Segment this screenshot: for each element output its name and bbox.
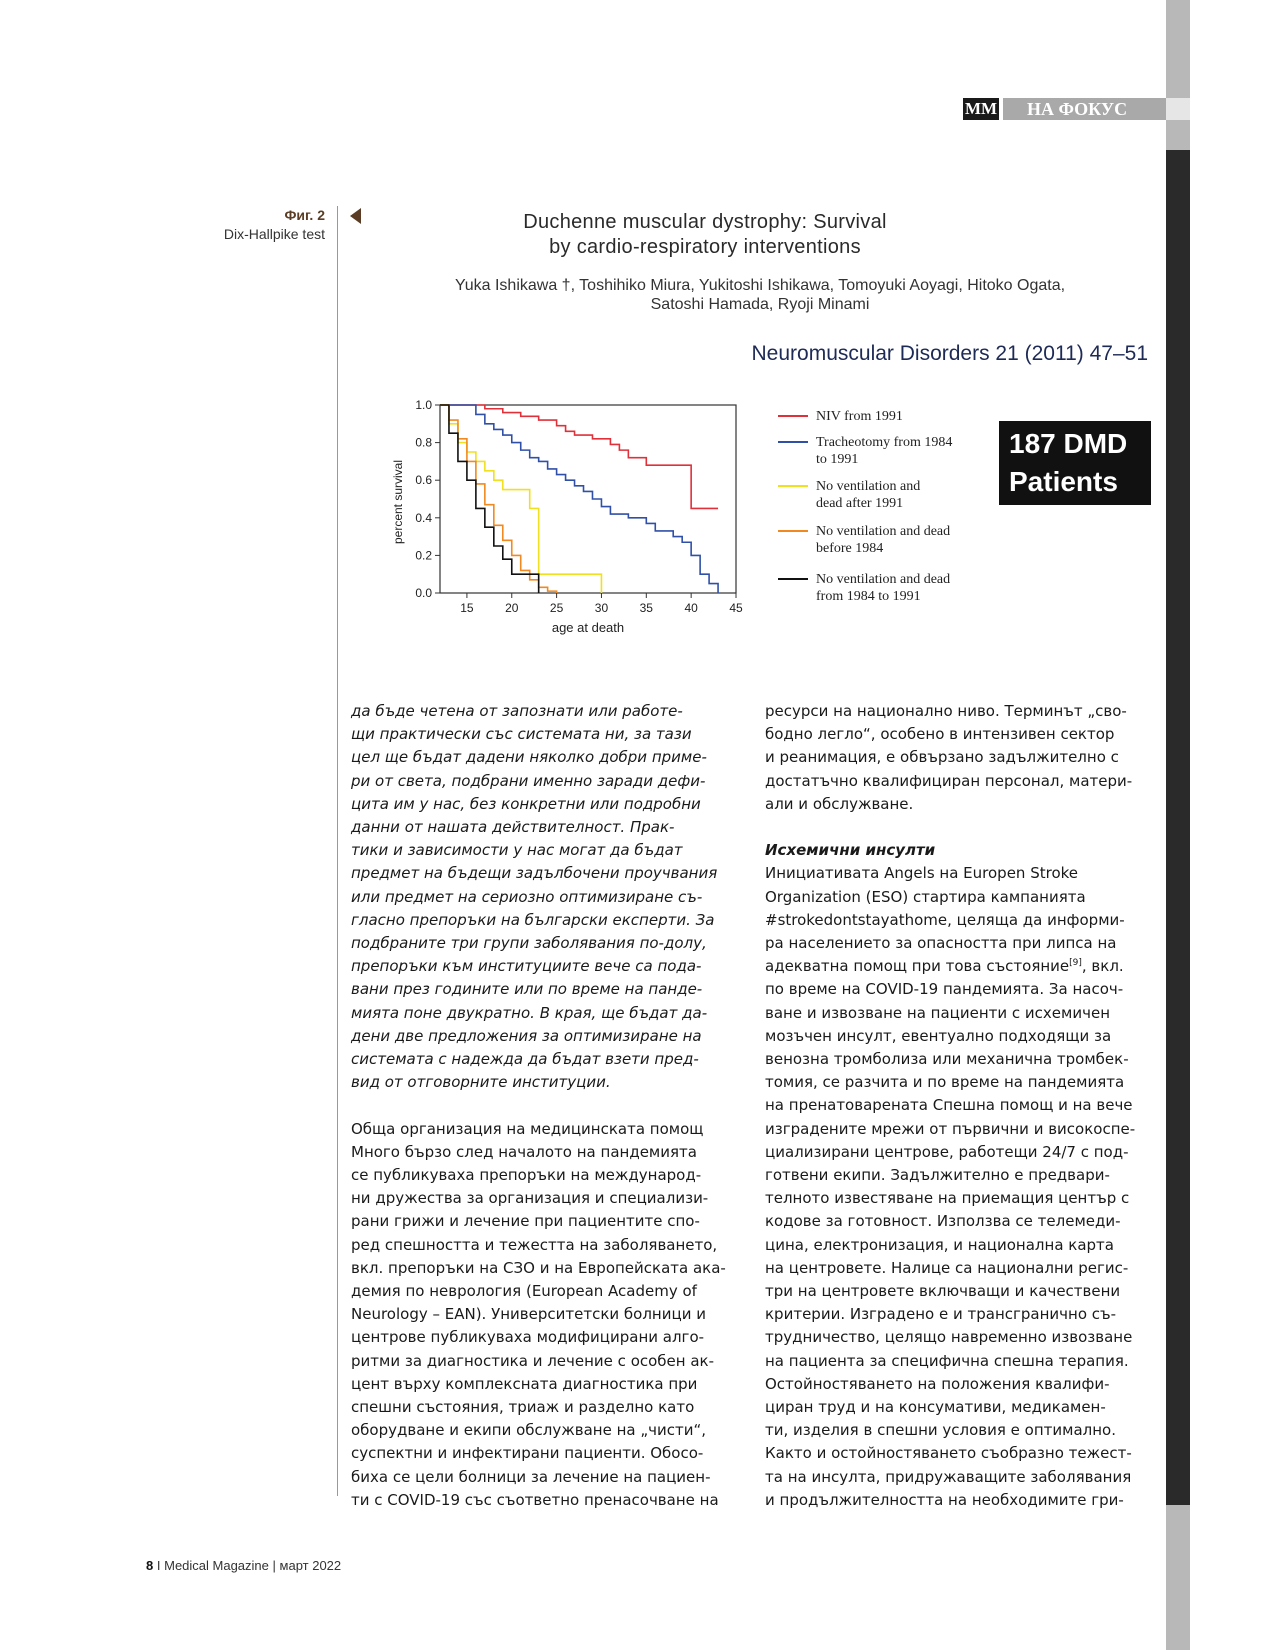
article-column-left — [351, 700, 741, 1512]
x-tick-label: 25 — [549, 601, 564, 615]
section-label: НА ФОКУС — [1003, 98, 1166, 120]
footer-separator: | — [272, 1558, 276, 1573]
figure-subtitle: Dix-Hallpike test — [223, 226, 325, 242]
y-tick-label: 0.2 — [415, 548, 432, 563]
legend-label-2 — [816, 435, 952, 467]
legend-label-line: NIV from 1991 — [816, 409, 903, 424]
legend-label-4 — [816, 524, 950, 556]
section-label-extension — [1166, 98, 1190, 120]
stroke-paragraph-part1: Инициативата Angels на Europen Stroke Organization (ESO) стартира кампанията #strokedontstayathome, целяща да информи- ра населението за опасността при липса на адекватна помощ при това състояние — [765, 864, 1125, 976]
legend-label-1 — [816, 409, 903, 424]
badge-line1: 187 DMD — [1009, 428, 1128, 459]
legend-label-line: before 1984 — [816, 541, 884, 556]
y-axis-label: percent survival — [391, 459, 405, 545]
legend-label-line: No ventilation and dead — [816, 524, 951, 539]
brand-logo: MM — [964, 99, 998, 118]
paper-authors-line2: Satoshi Hamada, Ryoji Minami — [650, 296, 870, 313]
stroke-paragraph-part2: , вкл. по време на COVID-19 пандемията. За насоч- ване и извозване на пациенти с исхемичен мозъчен инсулт, евентуално подходящи за венозна тромболиза или механична тромбек- томия, се разчита и по време на пандемията на пренатоварената Спешна помощ и на вече изградените мрежи от първични и високоспе- циализирани центрове, работещи 24/7 с под- готвени екипи. Задължително е предвари- телното известяване на приемащия център с кодове за готовност. Използва се телемеди- цина, електронизация, и национална карта на центровете. Налице са национални регис- три на центровете включващи и качествени критерии. Изградено е и трансгранично съ- трудничество, целящо навременно извозване на пациента за специфична спешна терапия. Остойностяването на положения квалифи- циран труд и на консумативи, медикамен- ти, изделия в спешни условия е оптимално. Както и остойностяването съобразно тежест- та на инсулта, придружаващите заболявания и продължителността на необходимите гри- — [765, 957, 1136, 1509]
legend-label-line: dead after 1991 — [816, 496, 904, 511]
x-tick-label: 15 — [460, 601, 474, 615]
paragraph-gap — [765, 816, 1165, 839]
reference-marker: [9] — [1069, 958, 1082, 969]
survival-line-2 — [440, 405, 718, 593]
legend-label-5 — [816, 572, 950, 604]
page-number: 8 — [146, 1558, 154, 1573]
intro-paragraph: да бъде четена от запознати или работе- щи практически със системата ни, за тази цел ще бъдат дадени няколко добри приме- ри от света, подбрани именно заради дефи- цита им у нас, без конкретни или подробни данни от нашата действителност. Прак- тики и зависимости у нас могат да бъдат предмет на бъдещи задълбочени проучвания или предмет на сериозно оптимизиране съ- гласно препоръки на български експерти. За подбраните три групи заболявания по-долу, препоръки към институциите вече са пода- вани през годините или по време на панде- мията поне двукратно. В края, ще бъдат да- дени две предложения за оптимизиране на системата с надежда да бъдат взети пред- вид от отговорните институции. — [351, 702, 718, 1092]
x-axis-ticks — [460, 593, 743, 615]
y-tick-label: 0.8 — [415, 435, 432, 450]
paper-title — [360, 210, 1050, 260]
y-tick-label: 0.4 — [415, 510, 432, 525]
side-rail-dark — [1166, 150, 1190, 1505]
x-tick-label: 45 — [729, 601, 743, 615]
survival-chart — [380, 390, 990, 650]
footer-separator: I — [156, 1558, 161, 1573]
magazine-name: Medical Magazine — [164, 1558, 269, 1573]
x-tick-label: 35 — [639, 601, 653, 615]
article-column-right — [765, 700, 1165, 1512]
legend-label-line: from 1984 to 1991 — [816, 589, 921, 604]
issue-date: март 2022 — [279, 1558, 342, 1573]
page-footer — [146, 1558, 341, 1573]
legend-label-3 — [816, 479, 920, 511]
x-tick-label: 40 — [684, 601, 698, 615]
chart-legend — [778, 409, 952, 604]
figure-number: Фиг. 2 — [284, 207, 325, 223]
legend-label-line: No ventilation and dead — [816, 572, 951, 587]
paper-title-line2: by cardio-respiratory interventions — [549, 236, 861, 258]
y-tick-label: 0.6 — [415, 473, 432, 488]
paper-authors-line1: Yuka Ishikawa †, Toshihiko Miura, Yukitoshi Ishikawa, Tomoyuki Aoyagi, Hitoko Ogata, — [454, 277, 1066, 294]
survival-lines — [440, 405, 718, 593]
paper-title-line1: Duchenne muscular dystrophy: Survival — [523, 211, 887, 233]
journal-citation: Neuromuscular Disorders 21 (2011) 47–51 — [751, 342, 1148, 365]
legend-label-line: to 1991 — [816, 452, 859, 467]
y-tick-label: 1.0 — [415, 398, 432, 412]
survival-line-1 — [440, 405, 718, 508]
survival-line-5 — [440, 405, 539, 593]
x-tick-label: 20 — [505, 601, 519, 615]
badge-line2: Patients — [1009, 466, 1118, 497]
paper-authors — [360, 276, 1160, 314]
ischemic-stroke-heading: Исхемични инсулти — [765, 841, 936, 860]
side-rail-bottom — [1166, 1505, 1190, 1650]
legend-label-line: No ventilation and — [816, 479, 921, 494]
paragraph-gap — [351, 1094, 741, 1117]
y-tick-label: 0.0 — [415, 586, 432, 600]
figure-caption — [180, 206, 325, 244]
y-axis-ticks — [415, 398, 440, 600]
resources-paragraph: ресурси на национално ниво. Терминът „сво- бодно легло“, особено в интензивен сектор и реанимация, е обвързано задължително с достатъчно квалифициран персонал, матери- али и обслужване. — [765, 702, 1133, 813]
side-rail-top — [1166, 0, 1190, 150]
patients-badge — [999, 421, 1151, 505]
general-organization-paragraph: Обща организация на медицинската помощ Много бързо след началото на пандемията се публикуваха препоръки на международ- ни дружества за организация и специализи- рани грижи и лечение при пациентите спо- ред спешността и тежестта на заболяването, вкл. препоръки на СЗО и на Европейската ака- демия по неврология (European Academy of Neurology – EAN). Университетски болници и центрове публикуваха модифицирани алго- ритми за диагностика и лечение с особен ак- цент върху комплексната диагностика при спешни състояния, триаж и разделно като оборудване и екипи обслужване на „чисти“, суспектни и инфектирани пациенти. Обосо- биха се цели болници за лечение на пациен- ти с COVID-19 със съответно пренасочване на — [351, 1119, 726, 1509]
x-tick-label: 30 — [594, 601, 609, 615]
x-axis-label: age at death — [551, 620, 625, 635]
legend-label-line: Tracheotomy from 1984 — [816, 435, 953, 450]
figure-divider — [337, 206, 338, 1496]
